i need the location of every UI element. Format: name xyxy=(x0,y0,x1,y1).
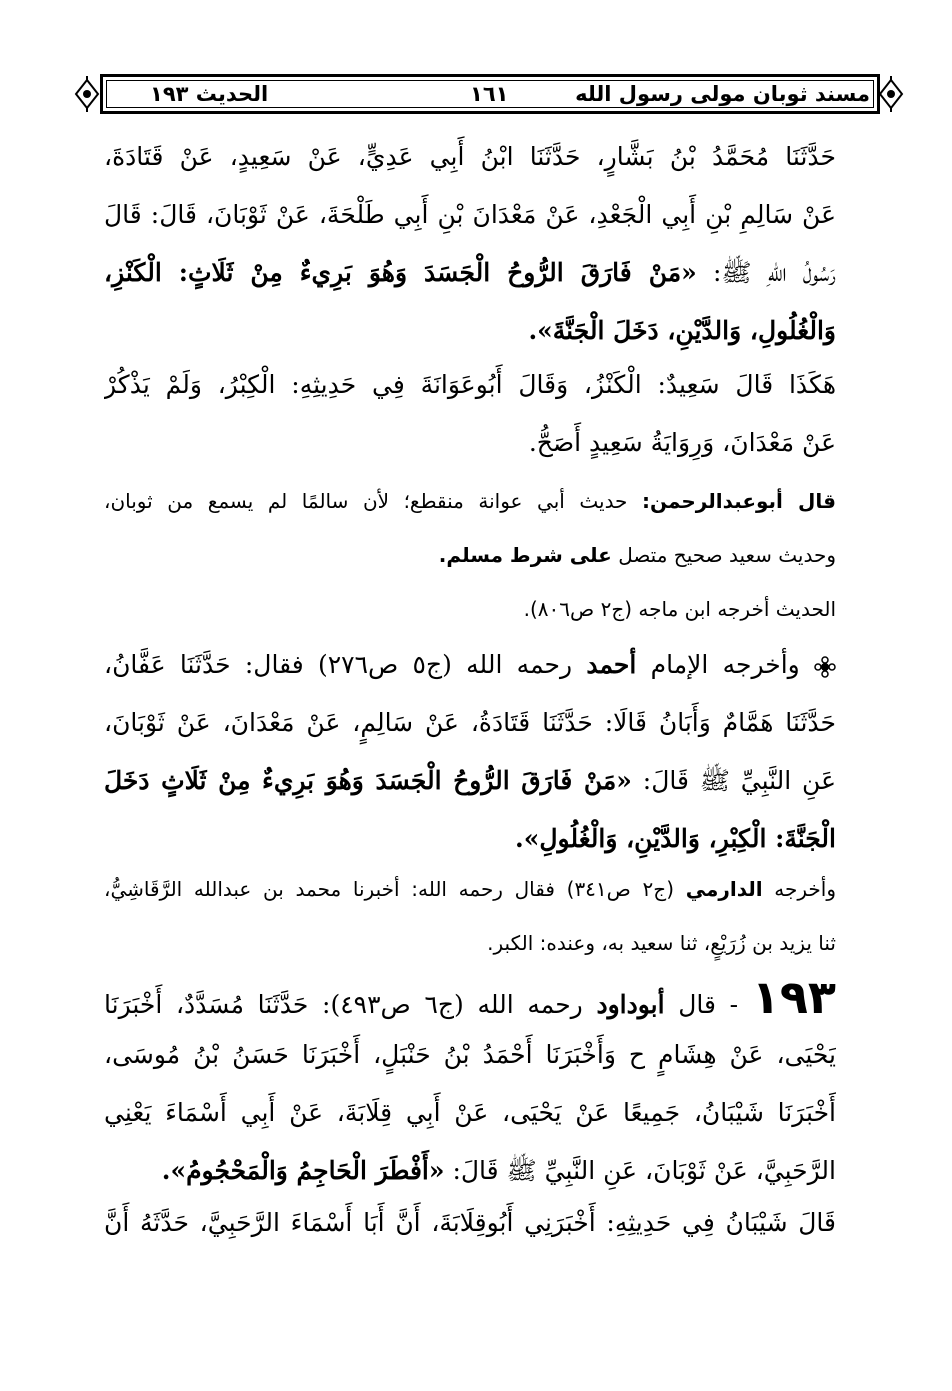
text-line: قال أبوعبدالرحمن: حديث أبي عوانة منقطع؛ لأن سالمًا لم يسمع من ثوبان، xyxy=(104,489,836,513)
text-line: يَحْيَى، عَنْ هِشَامٍ ح وَأَخْبَرَنَا أَحْمَدُ بْنُ حَنْبَلٍ، أَخْبَرَنَا حَسَنُ بْنُ مُوسَى، xyxy=(104,1040,836,1069)
text-line: الرَّحَبِيَّ، عَنْ ثَوْبَانَ، عَنِ النَّبِيِّ ﷺ قَالَ: «أَفْطَرَ الْحَاجِمُ وَالْمَحْجُومُ». xyxy=(161,1156,836,1185)
text-line: الْجَنَّةَ: الْكِبْرِ، وَالدَّيْنِ، وَالْغُلُولِ». xyxy=(515,824,836,853)
text-line: وأخرجه الإمام أحمد رحمه الله (ج٥ ص٢٧٦) فقال: حَدَّثَنَا عَفَّانُ، xyxy=(104,636,836,694)
text-line: وَالْغُلُولِ، وَالدَّيْنِ، دَخَلَ الْجَنَّةَ». xyxy=(528,316,836,345)
ahmad-narration-paragraph xyxy=(104,636,836,868)
text-line: رَسُولُ اللهِ ﷺ: «مَنْ فَارَقَ الرُّوحُ الْجَسَدَ وَهُوَ بَرِيءٌ مِنْ ثَلَاثٍ: الْكَنْزِ، xyxy=(104,258,836,287)
darimi-note-paragraph xyxy=(104,862,836,970)
takhrij-line: الحديث أخرجه ابن ماجه (ج٢ ص٨٠٦). xyxy=(523,597,836,621)
hadith-paragraph-1 xyxy=(104,128,836,360)
flower-ornament-icon xyxy=(814,656,836,678)
header-book-title: مسند ثوبان مولى رسول الله xyxy=(575,82,870,106)
text-line: حَدَّثَنَا مُحَمَّدُ بْنُ بَشَّارٍ، حَدَّثَنَا ابْنُ أَبِي عَدِيٍّ، عَنْ سَعِيدٍ، عَنْ قَتَادَةَ، xyxy=(104,142,836,171)
text-line: ثنا يزيد بن زُرَيْعٍ، ثنا سعيد به، وعنده: الكبر. xyxy=(487,931,836,955)
header-hadith-number: الحديث ١٩٣ xyxy=(150,82,269,106)
text-line: قَالَ شَيْبَانُ فِي حَدِيثِهِ: أَخْبَرَنِي أَبُوقِلَابَةَ، أَنَّ أَبَا أَسْمَاءَ الرَّحَبِيَّ، حَدَّثَهُ أَنَّ xyxy=(104,1208,836,1237)
text-line: وأخرجه الدارمي (ج٢ ص٣٤١) فقال رحمه الله: أخبرنا محمد بن عبدالله الرَّقَاشِيُّ، xyxy=(104,877,836,901)
text-line: عَنْ سَالِمِ بْنِ أَبِي الْجَعْدِ، عَنْ مَعْدَانَ بْنِ أَبِي طَلْحَةَ، عَنْ ثَوْبَانَ، قَالَ: قَالَ xyxy=(104,200,836,229)
hadith-number: ١٩٣ xyxy=(751,970,836,1024)
text-line: حَدَّثَنَا هَمَّامٌ وَأَبَانُ قَالَا: حَدَّثَنَا قَتَادَةُ، عَنْ سَالِمٍ، عَنْ مَعْدَانَ، عَنْ ثَوْبَانَ، xyxy=(104,708,836,737)
commentary-paragraph xyxy=(104,356,836,472)
text-line: ١٩٣ - قال أبوداود رحمه الله (ج٦ ص٤٩٣): حَدَّثَنَا مُسَدَّدٌ، أَخْبَرَنَا xyxy=(104,970,836,1024)
text-line: هَكَذَا قَالَ سَعِيدٌ: الْكَنْزُ، وَقَالَ أَبُوعَوَانَةَ فِي حَدِيثِهِ: الْكِبْرُ، وَلَمْ يَذْكُرْ xyxy=(104,370,836,399)
ornament-left-icon xyxy=(74,76,100,112)
shayban-paragraph xyxy=(104,1194,836,1252)
text-line: عَنْ مَعْدَانَ، وَرِوَايَةُ سَعِيدٍ أَصَحُّ. xyxy=(528,428,836,457)
author-note-paragraph xyxy=(104,474,836,636)
text-line: وحديث سعيد صحيح متصل على شرط مسلم. xyxy=(438,543,836,567)
ornament-right-icon xyxy=(878,76,904,112)
text-line: أَخْبَرَنَا شَيْبَانُ، جَمِيعًا عَنْ يَحْيَى، عَنْ أَبِي قِلَابَةَ، عَنْ أَبِي أَسْمَاءَ يَعْنِي xyxy=(104,1098,836,1127)
page-number: ١٦١ xyxy=(470,82,509,106)
text-line: عَنِ النَّبِيِّ ﷺ قَالَ: «مَنْ فَارَقَ الرُّوحُ الْجَسَدَ وَهُوَ بَرِيءٌ مِنْ ثَلَاثٍ دَخَلَ xyxy=(104,766,836,795)
hadith-193-paragraph xyxy=(104,968,836,1200)
